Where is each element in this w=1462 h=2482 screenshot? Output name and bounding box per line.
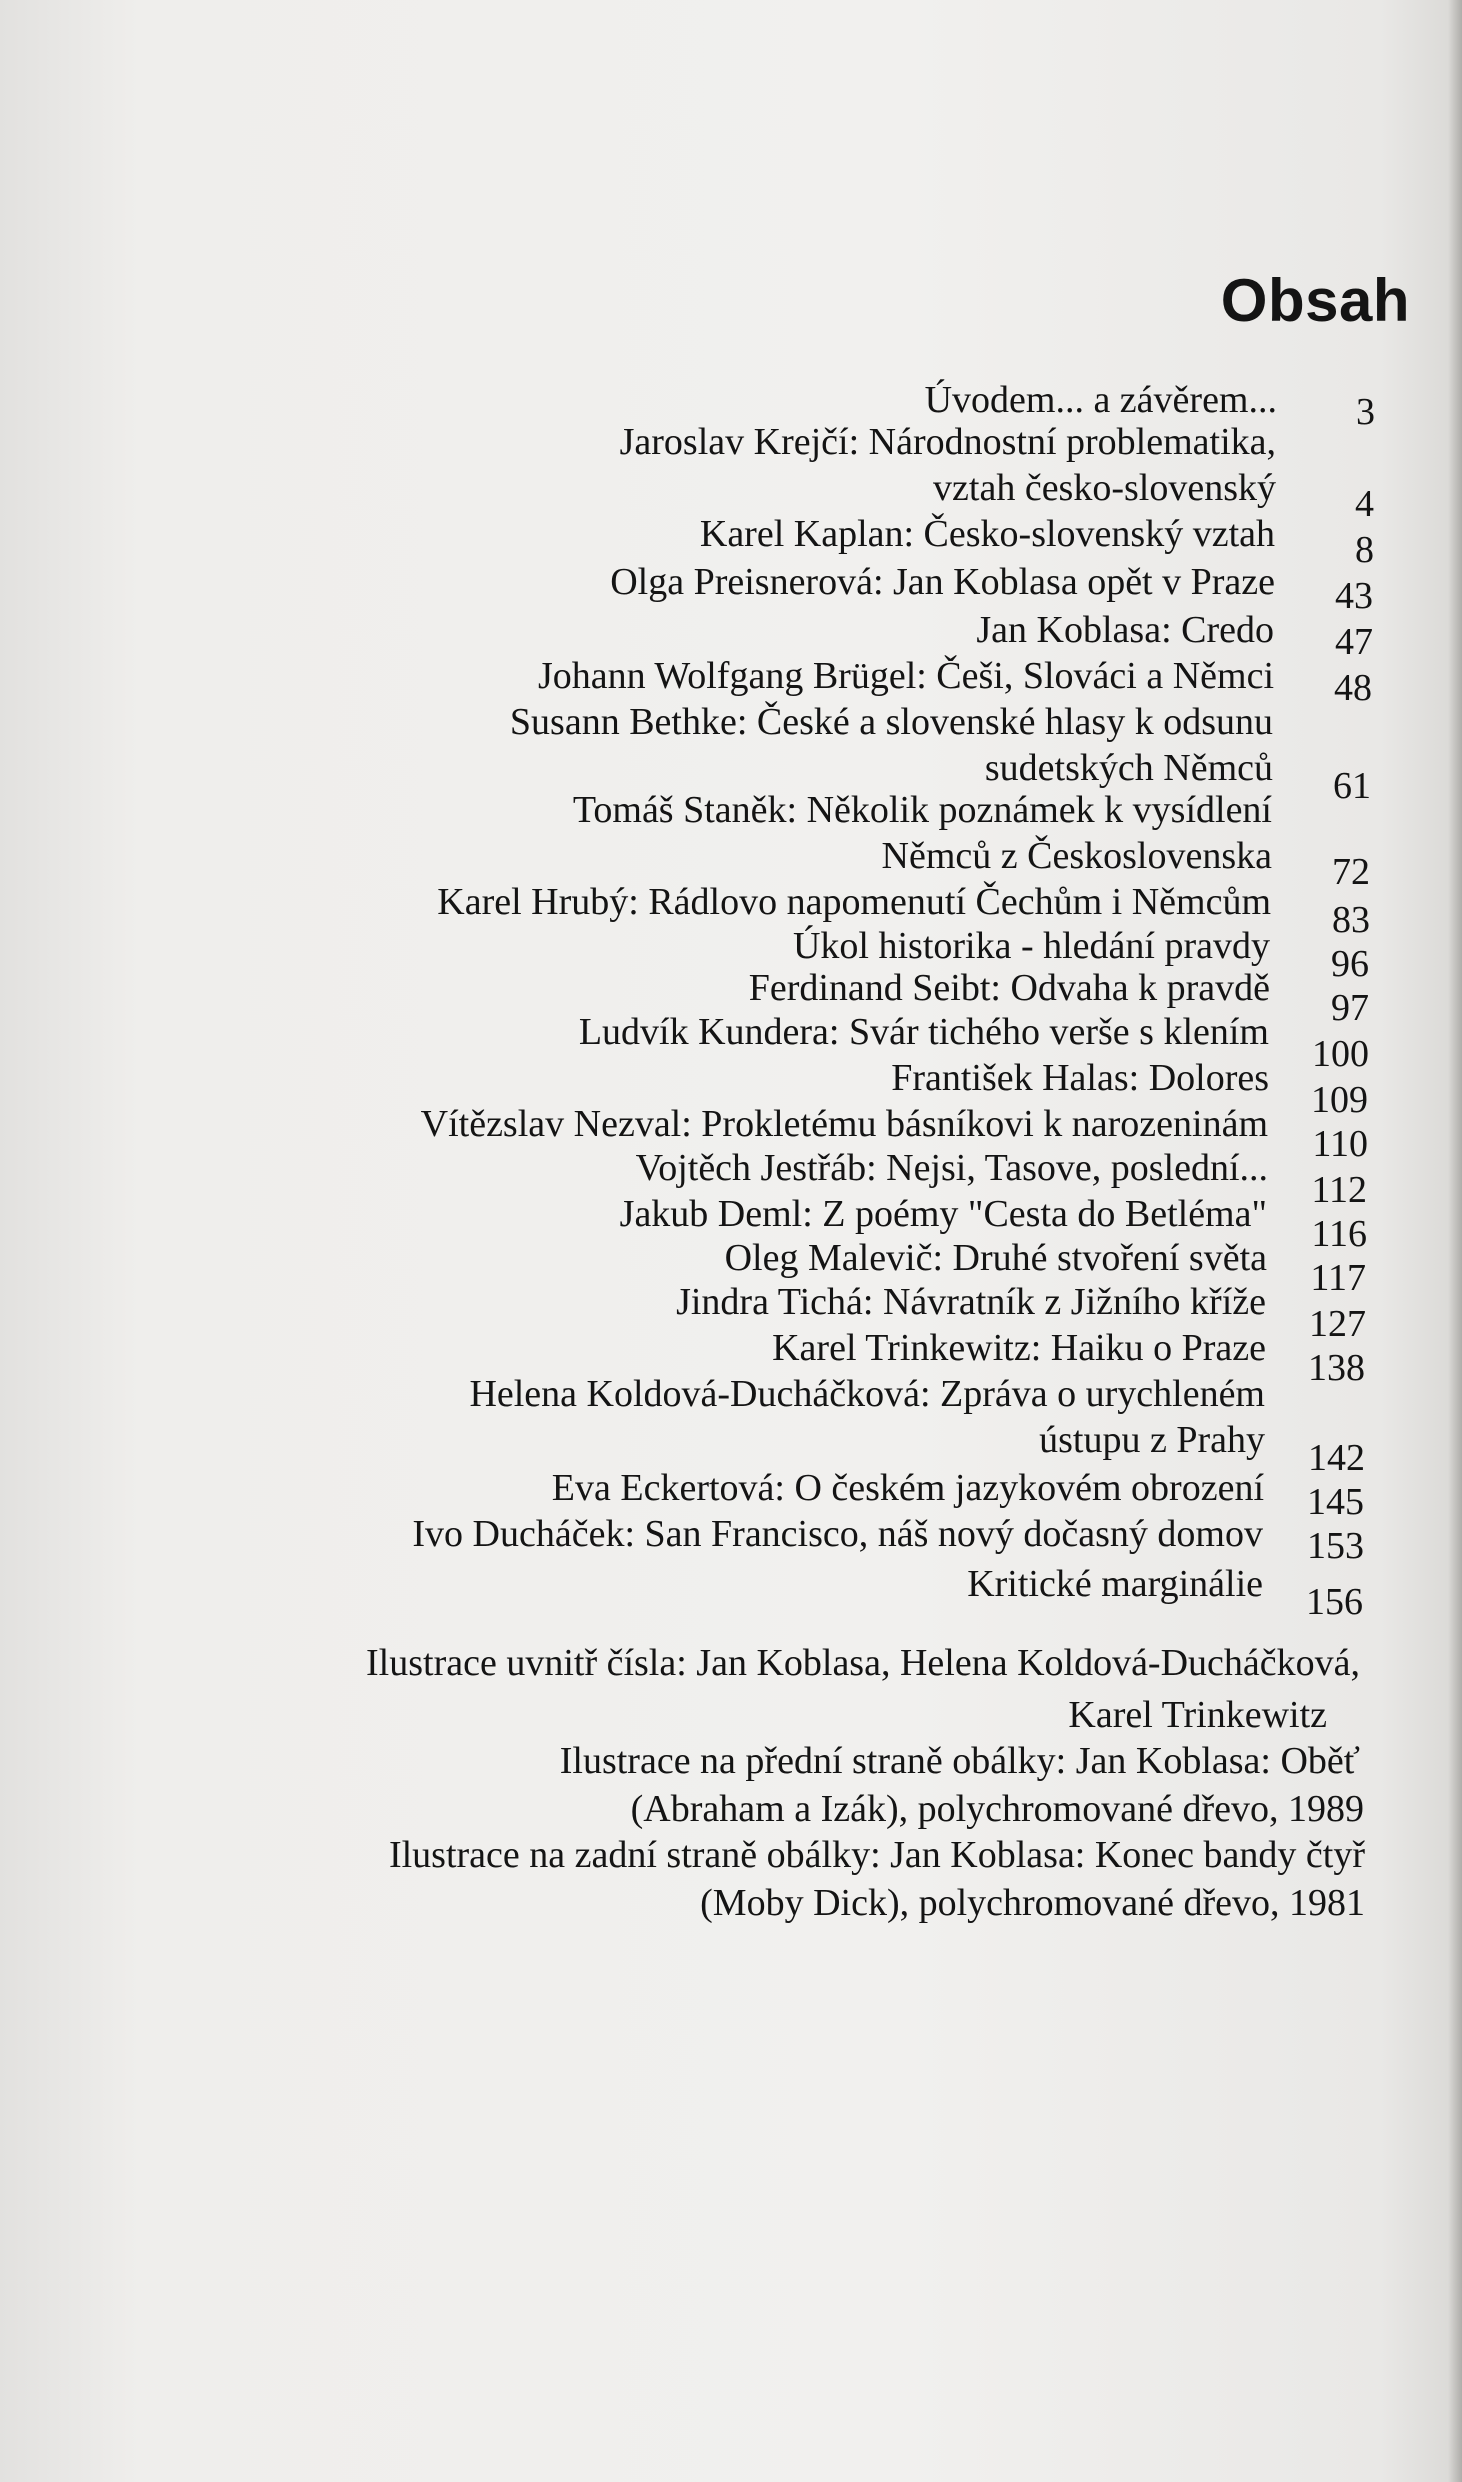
illustration-credit-line: (Moby Dick), polychromované dřevo, 1981 [700, 1882, 1365, 1924]
illustration-credit-line: Karel Trinkewitz [1068, 1694, 1327, 1736]
toc-entry-title: Ludvík Kundera: Svár tichého verše s klením [578, 1011, 1269, 1053]
toc-page-number: 156 [1306, 1581, 1363, 1623]
toc-entry-title: Úkol historika - hledání pravdy [792, 925, 1270, 967]
toc-page-number: 96 [1331, 943, 1369, 985]
toc-entry-title: Úvodem... a závěrem... [924, 379, 1277, 421]
toc-entry-title: Jaroslav Krejčí: Národnostní problematika, [619, 421, 1276, 463]
toc-page-number: 4 [1355, 483, 1374, 525]
toc-page-number: 43 [1335, 575, 1373, 617]
toc-entry-title: Vítězslav Nezval: Prokletému básníkovi k narozeninám [420, 1103, 1268, 1145]
toc-entry-title: Helena Koldová-Ducháčková: Zpráva o urychleném [469, 1373, 1265, 1415]
illustration-credit-line: Ilustrace na přední straně obálky: Jan Koblasa: Oběť [559, 1740, 1360, 1782]
toc-entry-title: Karel Trinkewitz: Haiku o Praze [772, 1327, 1266, 1369]
page-title: Obsah [1220, 267, 1410, 334]
toc-entry-title: Karel Kaplan: Česko-slovenský vztah [699, 513, 1275, 555]
toc-page-number: 47 [1335, 621, 1373, 663]
illustration-credit-line: Ilustrace uvnitř čísla: Jan Koblasa, Helena Koldová-Ducháčková, [366, 1642, 1360, 1684]
toc-entry-title: Kritické marginálie [967, 1563, 1263, 1605]
illustration-credit-line: (Abraham a Izák), polychromované dřevo, 1989 [630, 1788, 1364, 1830]
toc-entry-title: sudetských Němců [984, 747, 1273, 789]
toc-page-number: 8 [1355, 529, 1374, 571]
toc-page-number: 100 [1312, 1033, 1369, 1075]
toc-entry-title: Jindra Tichá: Návratník z Jižního kříže [676, 1281, 1266, 1323]
toc-entry-title: Eva Eckertová: O českém jazykovém obrození [551, 1467, 1264, 1509]
toc-page-number: 117 [1310, 1257, 1366, 1299]
toc-page-number: 116 [1311, 1213, 1367, 1255]
toc-page-number: 109 [1311, 1079, 1368, 1121]
toc-entry-title: František Halas: Dolores [891, 1057, 1269, 1099]
toc-entry-title: Němců z Československa [881, 835, 1272, 877]
toc-page-number: 48 [1334, 667, 1372, 709]
toc-page-number: 112 [1311, 1169, 1367, 1211]
toc-entry-title: ústupu z Prahy [1039, 1419, 1265, 1461]
toc-entry-title: Karel Hrubý: Rádlovo napomenutí Čechům i Němcům [437, 881, 1271, 923]
toc-page-number: 110 [1312, 1123, 1368, 1165]
toc-entry-title: Olga Preisnerová: Jan Koblasa opět v Praze [610, 561, 1275, 603]
toc-page-number: 3 [1356, 391, 1375, 433]
toc-entry-title: Johann Wolfgang Brügel: Češi, Slováci a Němci [537, 655, 1274, 697]
toc-page-number: 138 [1308, 1347, 1365, 1389]
toc-entry-title: Ivo Ducháček: San Francisco, náš nový dočasný domov [412, 1513, 1263, 1555]
toc-entry-title: Oleg Malevič: Druhé stvoření světa [724, 1237, 1267, 1279]
toc-entry-title: Jan Koblasa: Credo [976, 609, 1274, 651]
toc-page-number: 83 [1332, 899, 1370, 941]
toc-page-number: 127 [1309, 1303, 1366, 1345]
toc-entry-title: Vojtěch Jestřáb: Nejsi, Tasove, poslední... [635, 1147, 1268, 1189]
toc-page-number: 97 [1331, 987, 1369, 1029]
toc-entry-title: vztah česko-slovenský [933, 467, 1276, 509]
toc-page-number: 61 [1333, 765, 1371, 807]
toc-page-number: 153 [1307, 1525, 1364, 1567]
illustration-credit-line: Ilustrace na zadní straně obálky: Jan Koblasa: Konec bandy čtyř [388, 1834, 1365, 1876]
toc-entry-title: Ferdinand Seibt: Odvaha k pravdě [748, 967, 1270, 1009]
toc-page-number: 145 [1307, 1481, 1364, 1523]
toc-page-number: 72 [1332, 851, 1370, 893]
toc-page-number: 142 [1308, 1437, 1365, 1479]
toc-entry-title: Tomáš Staněk: Několik poznámek k vysídlení [572, 789, 1272, 831]
toc-entry-title: Susann Bethke: České a slovenské hlasy k odsunu [509, 701, 1273, 743]
toc-entry-title: Jakub Deml: Z poémy "Cesta do Betléma" [619, 1193, 1267, 1235]
